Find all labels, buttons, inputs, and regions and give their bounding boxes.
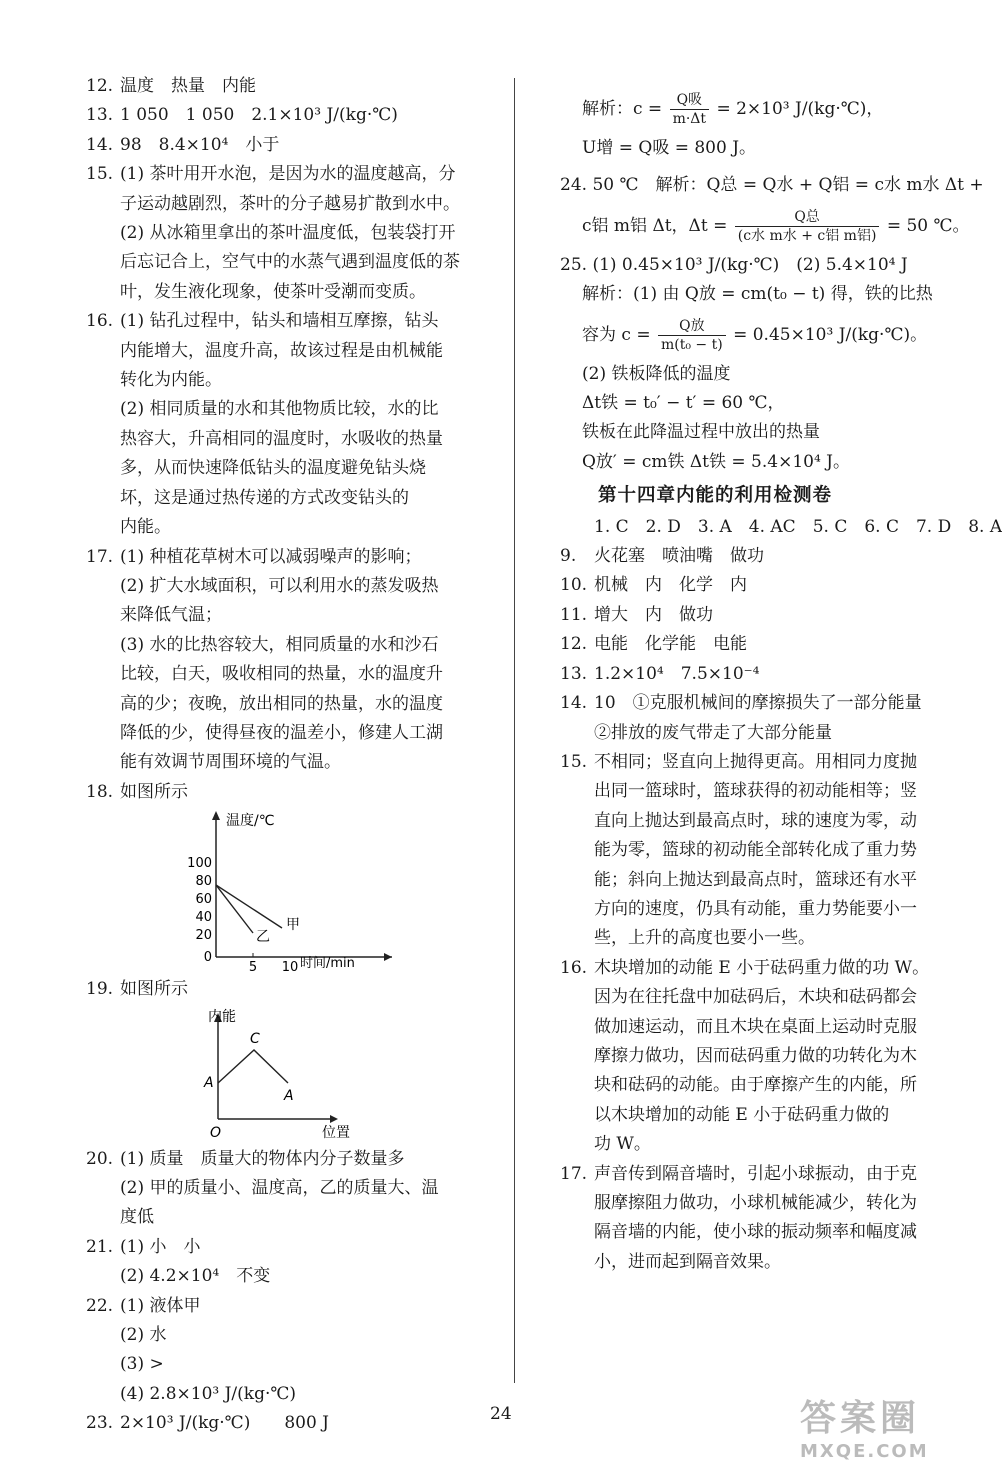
answer-text: 些，上升的高度也要小一些。 xyxy=(594,928,815,949)
answer-line xyxy=(560,542,960,571)
q25-line-7: Q放′ = cm铁 Δt铁 = 5.4×10⁴ J。 xyxy=(582,451,850,472)
question-number: 10. xyxy=(560,575,588,596)
answer-line xyxy=(86,101,490,130)
question-number: 14. xyxy=(86,134,114,155)
answer-line xyxy=(86,484,490,513)
answer-text: 10 ①克服机械间的摩擦损失了一部分能量 xyxy=(594,693,922,714)
answer-line xyxy=(560,866,960,895)
y-axis-arrow xyxy=(212,811,220,820)
answer-line xyxy=(560,924,960,953)
left-column xyxy=(86,72,490,1439)
question-number: 12. xyxy=(560,634,588,655)
q25-line-1: 25. (1) 0.45×10³ J/(kg·℃) (2) 5.4×10⁴ J xyxy=(560,254,908,275)
answer-text: 电能 化学能 电能 xyxy=(594,634,747,655)
answer-line xyxy=(86,219,490,248)
answer-line xyxy=(86,395,490,424)
answer-line xyxy=(86,690,490,719)
answer-line xyxy=(86,543,490,572)
answer-line xyxy=(86,454,490,483)
answer-line xyxy=(86,778,490,807)
answer-text: 后忘记合上，空气中的水蒸气遇到温度低的茶 xyxy=(120,252,460,273)
answer-line xyxy=(560,836,960,865)
y-tick-40: 40 xyxy=(195,910,212,926)
answer-text: (3) 水的比热容较大，相同质量的水和沙石 xyxy=(120,634,439,655)
answer-line xyxy=(86,1409,490,1438)
answer-line xyxy=(86,660,490,689)
answer-line xyxy=(86,1380,490,1409)
question-number: 14. xyxy=(560,693,588,714)
question-number: 17. xyxy=(86,546,114,567)
q25-fraction: $\frac{\text{Q放}}{\text{m(t₀ − t)}}$ xyxy=(658,317,726,354)
q25-line-2: 解析：(1) 由 Q放 = cm(t₀ − t) 得，铁的比热 xyxy=(582,284,933,305)
answer-text: (1) 质量 质量大的物体内分子数量多 xyxy=(120,1148,405,1169)
answer-line xyxy=(560,1248,960,1277)
answer-line xyxy=(86,601,490,630)
answer-line xyxy=(86,72,490,101)
answer-line xyxy=(560,807,960,836)
question-number: 22. xyxy=(86,1295,114,1316)
answer-text: 来降低气温； xyxy=(120,605,222,626)
answer-line xyxy=(86,1145,490,1174)
answer-text: (3) > xyxy=(120,1354,164,1375)
answer-text: 1. C 2. D 3. A 4. AC 5. C 6. C 7. D 8. A xyxy=(594,516,1002,537)
answer-text: 增大 内 做功 xyxy=(594,604,713,625)
figure-19-internal-energy-graph xyxy=(86,1005,490,1145)
question-number: 16. xyxy=(560,957,588,978)
answer-line xyxy=(560,1160,960,1189)
x-axis-arrow xyxy=(330,1115,338,1123)
answer-line xyxy=(86,1233,490,1262)
y-axis-label: 温度/℃ xyxy=(226,813,275,830)
question-number: 20. xyxy=(86,1148,114,1169)
q24-line-1: 24. 50 ℃ 解析：Q总 = Q水 + Q铝 = c水 m水 Δt + xyxy=(560,175,984,196)
answer-text: 火花塞 喷油嘴 做功 xyxy=(594,546,764,567)
answer-text: 摩擦力做功，因而砝码重力做的功转化为木 xyxy=(594,1045,917,1066)
y-tick-20: 20 xyxy=(195,928,212,944)
answer-text: 直向上抛达到最高点时，球的速度为零，动 xyxy=(594,810,917,831)
q23-u-line: U增 = Q吸 = 800 J。 xyxy=(582,138,757,158)
question-number: 21. xyxy=(86,1236,114,1257)
answer-text: (1) 钻孔过程中，钻头和墙相互摩擦，钻头 xyxy=(120,311,439,332)
answer-text: 块和砝码的动能。由于摩擦产生的内能，所 xyxy=(594,1075,917,1096)
answer-line xyxy=(86,1203,490,1232)
x-axis-label: 时间/min xyxy=(300,956,355,972)
answer-line xyxy=(86,1350,490,1379)
answer-line xyxy=(560,719,960,748)
y-tick-60: 60 xyxy=(195,892,212,908)
answer-text: 声音传到隔音墙时，引起小球振动，由于克 xyxy=(594,1163,917,1184)
q25-line-5: Δt铁 = t₀′ − t′ = 60 ℃， xyxy=(582,393,785,414)
answer-text: 转化为内能。 xyxy=(120,370,222,391)
watermark-logo: 答案圈 MXQE.COM xyxy=(800,1398,929,1462)
q23-analysis-line: 解析：c = $\frac{\text{Q吸}}{m\cdot\Delta t}$ = 2×10³ J/(kg·℃)， xyxy=(582,92,884,127)
question-number: 18. xyxy=(86,781,114,802)
point-c: C xyxy=(250,1030,260,1047)
point-a-end: A xyxy=(284,1087,294,1104)
answer-line xyxy=(560,1042,960,1071)
answer-line xyxy=(560,1189,960,1218)
q24-line-2: c铝 m铝 Δt，Δt = $\frac{\text{Q总}}{\text{(c水 m水 + c铝 m铝)}}$ = 50 ℃。 xyxy=(582,208,970,244)
answer-line xyxy=(560,895,960,924)
answer-line xyxy=(560,689,960,718)
answer-text: 1.2×10⁴ 7.5×10⁻⁴ xyxy=(594,663,760,684)
question-19: 19. 如图所示 xyxy=(86,979,188,1000)
y-tick-100: 100 xyxy=(187,856,212,872)
q23-fraction: $\frac{\text{Q吸}}{m\cdot\Delta t}$ xyxy=(670,91,709,128)
answer-line xyxy=(560,1101,960,1130)
question-number: 13. xyxy=(560,663,588,684)
point-a-start: A xyxy=(204,1074,214,1091)
answer-text: 出同一篮球时，篮球获得的初动能相等；竖 xyxy=(594,781,917,802)
x-tick-10: 10 xyxy=(281,960,299,976)
answer-text: 子运动越剧烈，茶叶的分子越易扩散到水中。 xyxy=(120,193,460,214)
right-column xyxy=(560,84,1002,1277)
chapter-heading: 第十四章内能的利用检测卷 xyxy=(598,485,833,507)
answer-text: 比较，白天，吸收相同的热量，水的温度升 xyxy=(120,664,443,685)
series-yi-line xyxy=(216,885,253,933)
answer-text: 隔音墙的内能，使小球的振动频率和幅度减 xyxy=(594,1222,917,1243)
answer-text: 98 8.4×10⁴ 小于 xyxy=(120,134,280,155)
question-number: 15. xyxy=(560,751,588,772)
q25-line-6: 铁板在此降温过程中放出的热量 xyxy=(582,422,820,443)
question-number: 15. xyxy=(86,164,114,185)
q24-fraction: $\frac{\text{Q总}}{\text{(c水 m水 + c铝 m铝)}}$ xyxy=(735,208,880,245)
temperature-time-graph xyxy=(187,807,396,976)
column-divider xyxy=(514,78,515,1383)
left-answers-part1 xyxy=(86,72,490,807)
answer-line xyxy=(86,513,490,542)
answer-text: 机械 内 化学 内 xyxy=(594,575,747,596)
answer-text: 木块增加的动能 E 小于砝码重力做的功 W。 xyxy=(594,957,930,978)
answer-text: 因为在往托盘中加砝码后，木块和砝码都会 xyxy=(594,987,917,1008)
internal-energy-position-graph xyxy=(196,1005,396,1143)
answer-line xyxy=(86,248,490,277)
answer-text: 功 W。 xyxy=(594,1134,651,1155)
answer-line xyxy=(86,748,490,777)
origin-label: O xyxy=(210,1124,222,1141)
answer-text: 做加速运动，而且木块在桌面上运动时克服 xyxy=(594,1016,917,1037)
chapter-14-answers xyxy=(560,513,1002,1278)
answer-line xyxy=(86,572,490,601)
answer-line xyxy=(86,160,490,189)
answer-line xyxy=(86,631,490,660)
answer-line xyxy=(86,131,490,160)
answer-line xyxy=(86,719,490,748)
answer-text: 1 050 1 050 2.1×10³ J/(kg·℃) xyxy=(120,105,398,126)
answer-line xyxy=(560,1071,960,1100)
answer-text: 高的少；夜晚，放出相同的热量，水的温度 xyxy=(120,693,443,714)
answer-line xyxy=(560,1013,960,1042)
answer-line xyxy=(86,366,490,395)
answer-line xyxy=(560,1130,960,1159)
answer-text: 能有效调节周围环境的气温。 xyxy=(120,752,341,773)
series-yi-label: 乙 xyxy=(256,929,270,946)
answer-line xyxy=(86,1292,490,1321)
answer-line xyxy=(560,1218,960,1247)
energy-curve xyxy=(218,1050,288,1083)
answer-line xyxy=(86,278,490,307)
series-jia-label: 甲 xyxy=(286,917,300,934)
answer-line xyxy=(560,954,960,983)
answer-line xyxy=(86,1174,490,1203)
answer-text: 内能增大，温度升高，故该过程是由机械能 xyxy=(120,340,443,361)
answer-line xyxy=(86,1321,490,1350)
answer-line xyxy=(560,660,960,689)
answer-text: (1) 小 小 xyxy=(120,1236,201,1257)
answer-text: 小，进而起到隔音效果。 xyxy=(594,1251,781,1272)
question-number: 17. xyxy=(560,1163,588,1184)
answer-text: (1) 茶叶用开水泡，是因为水的温度越高，分 xyxy=(120,164,456,185)
question-number: 12. xyxy=(86,76,114,96)
answer-text: (2) 甲的质量小、温度高，乙的质量大、温 xyxy=(120,1177,439,1198)
answer-text: 2×10³ J/(kg·℃) 800 J xyxy=(120,1413,329,1434)
answer-text: 度低 xyxy=(120,1207,154,1228)
answer-line xyxy=(560,748,960,777)
answer-text: (2) 扩大水域面积，可以利用水的蒸发吸热 xyxy=(120,575,439,596)
answer-text: 能；斜向上抛达到最高点时，篮球还有水平 xyxy=(594,869,917,890)
answer-text: 叶，发生液化现象，使茶叶受潮而变质。 xyxy=(120,281,426,302)
answer-text: 热容大，升高相同的温度时，水吸收的热量 xyxy=(120,428,443,449)
answer-line xyxy=(86,307,490,336)
q25-line-3: 容为 c = $\frac{\text{Q放}}{\text{m(t₀ − t)}}$ = 0.45×10³ J/(kg·℃)。 xyxy=(582,317,928,353)
answer-line xyxy=(86,1262,490,1291)
answer-text: 温度 热量 内能 xyxy=(120,76,256,96)
x-axis-label: 位置 xyxy=(322,1124,350,1141)
answer-text: (1) 液体甲 xyxy=(120,1295,201,1316)
answer-line xyxy=(86,337,490,366)
answer-text: 能为零，篮球的初动能全部转化成了重力势 xyxy=(594,840,917,861)
q25-line-4: (2) 铁板降低的温度 xyxy=(582,363,731,384)
answer-line xyxy=(560,513,1002,542)
question-number: 16. xyxy=(86,311,114,332)
page-number: 24 xyxy=(490,1404,512,1424)
answer-line xyxy=(560,571,960,600)
answer-text: 服摩擦阻力做功，小球机械能减少，转化为 xyxy=(594,1193,917,1213)
answer-line xyxy=(560,630,960,659)
answer-text: 方向的速度，仍具有动能，重力势能要小一 xyxy=(594,898,917,919)
answer-line xyxy=(560,777,960,806)
answer-text: ②排放的废气带走了大部分能量 xyxy=(594,722,832,743)
question-number: 23. xyxy=(86,1413,114,1434)
answer-text: (1) 种植花草树木可以减弱噪声的影响； xyxy=(120,546,422,567)
x-axis-arrow xyxy=(384,953,392,961)
question-number: 11. xyxy=(560,604,588,625)
y-axis-label: 内能 xyxy=(208,1008,236,1025)
answer-text: (2) 水 xyxy=(120,1325,167,1345)
series-jia-line xyxy=(216,885,282,928)
answer-line xyxy=(86,190,490,219)
answer-text: 以木块增加的动能 E 小于砝码重力做的 xyxy=(594,1104,890,1125)
x-tick-5: 5 xyxy=(248,960,258,976)
answer-line xyxy=(560,983,960,1012)
answer-text: 多，从而快速降低钻头的温度避免钻头烧 xyxy=(120,458,426,479)
answer-text: 坏，这是通过热传递的方式改变钻头的 xyxy=(120,487,409,508)
answer-line xyxy=(86,425,490,454)
answer-text: (2) 4.2×10⁴ 不变 xyxy=(120,1266,271,1287)
y-tick-0: 0 xyxy=(203,950,212,966)
answer-text: (2) 相同质量的水和其他物质比较，水的比 xyxy=(120,399,439,420)
answer-text: 内能。 xyxy=(120,517,171,538)
question-number: 9. xyxy=(560,546,577,567)
answer-text: 不相同；竖直向上抛得更高。用相同力度抛 xyxy=(594,751,917,772)
answer-text: 降低的少，使得昼夜的温差小，修建人工湖 xyxy=(120,722,443,743)
answer-line xyxy=(560,601,960,630)
y-tick-80: 80 xyxy=(195,874,212,890)
question-number: 13. xyxy=(86,105,114,126)
left-answers-part2 xyxy=(86,1145,490,1439)
figure-18-temperature-graph xyxy=(86,807,490,975)
answer-text: (4) 2.8×10³ J/(kg·℃) xyxy=(120,1383,297,1404)
answer-text: 如图所示 xyxy=(120,781,188,802)
answer-text: (2) 从冰箱里拿出的茶叶温度低，包装袋打开 xyxy=(120,223,456,244)
